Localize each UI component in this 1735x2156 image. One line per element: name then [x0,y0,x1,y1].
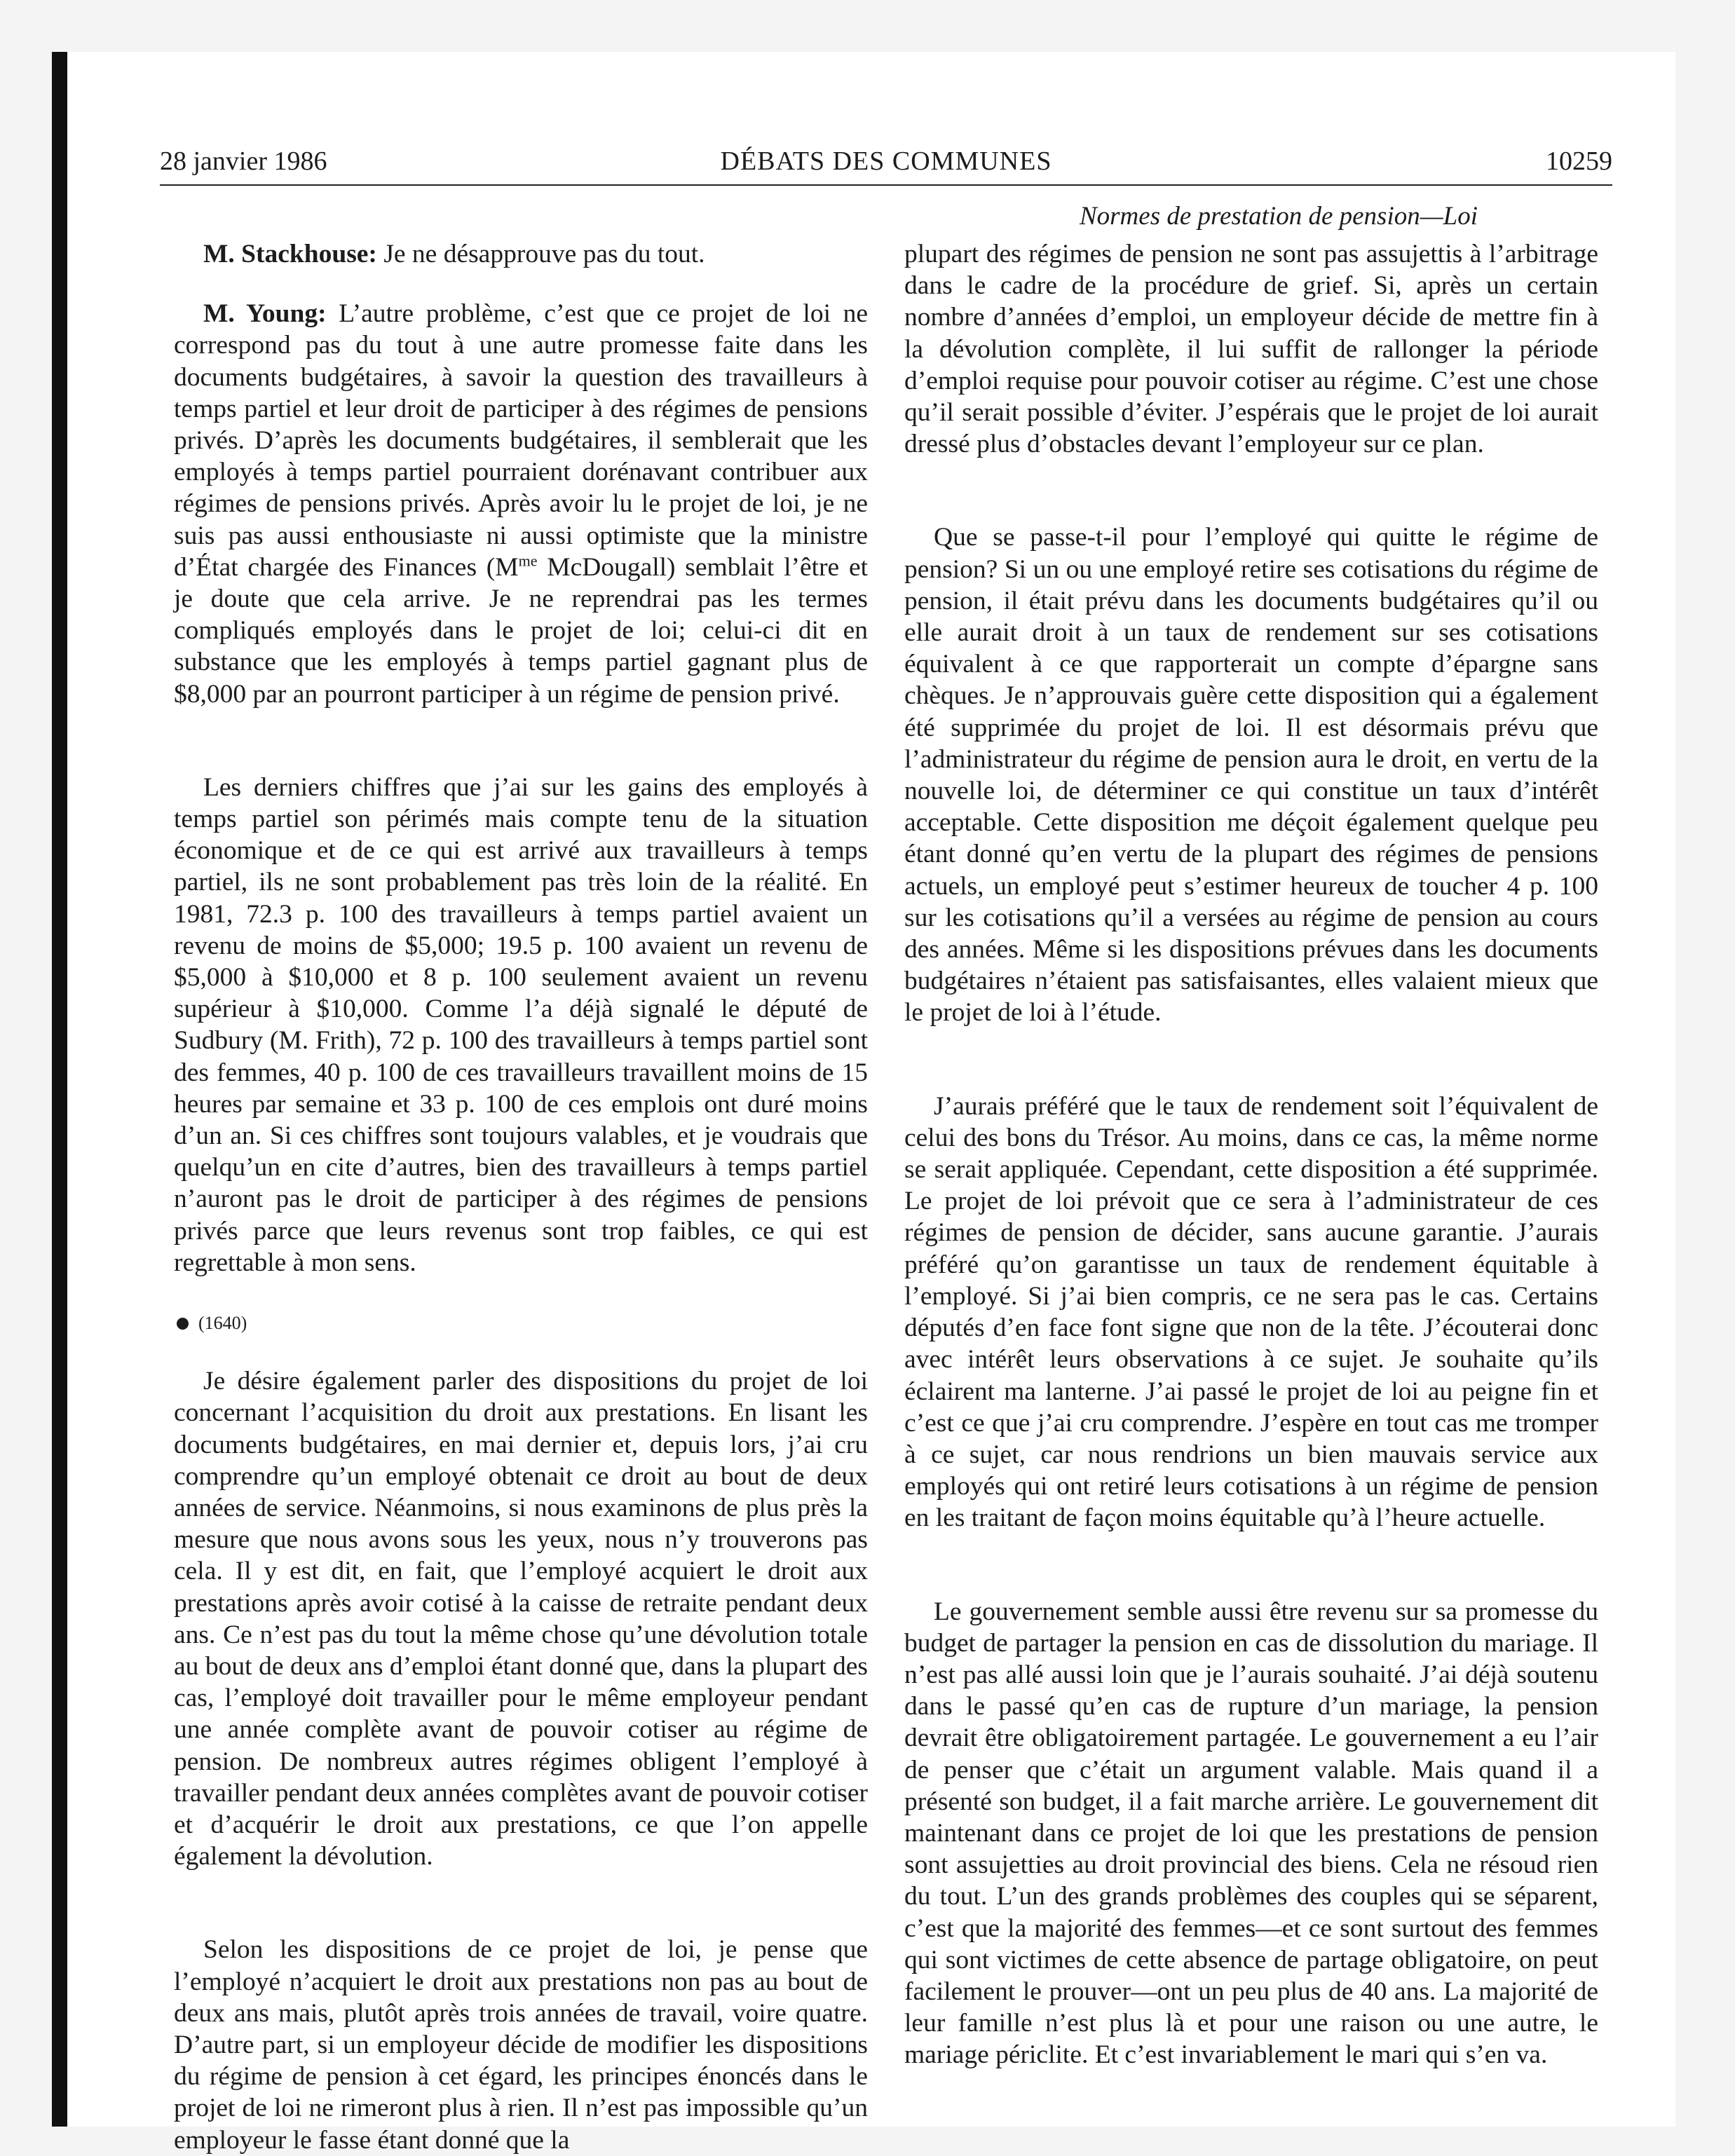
left-column [174,238,868,2156]
header-page-number: 10259 [1546,146,1612,176]
scan-binding-edge [52,52,67,2127]
paragraph-text: Je ne désapprouve pas du tout. [376,240,705,268]
header-publication-title: DÉBATS DES COMMUNES [720,146,1052,176]
page-header [160,140,1612,182]
paragraph: Le gouvernement semble aussi être revenu sur sa promesse du budget de partager la pension en cas de dissolution du mariage. Il n’est pas allé aussi loin que je l’aurais souhaité. J’ai déjà soutenu dans le passé qu’en cas de rupture d’un mariage, la pension devrait être obligatoirement partagée. Le gouvernement a eu l’air de penser que c’était un argument valable. Mais quand il a présenté son budget, il a fait marche arrière. Le gouvernement dit maintenant dans ce projet de loi que les prestations de pension sont assujetties au droit provincial des biens. Cela ne résoud rien du tout. L’un des grands problèmes des couples qui se séparent, c’est que la majorité des femmes—et ce sont surtout des femmes qui sont victimes de cette absence de partage obligatoire, on peut facilement le prouver—ont un peu plus de 40 ans. La majorité de leur famille n’est plus là et pour une raison ou une autre, le mariage périclite. Et c’est invariablement le mari qui s’en va. [904,1597,1598,2070]
bullet-icon [177,1318,189,1330]
superscript: me [518,552,538,570]
speaker-name: M. Young: [203,299,327,329]
time-marker [174,1309,868,1337]
header-date: 28 janvier 1986 [160,146,327,176]
running-head: Normes de prestation de pension—Loi [1079,202,1478,231]
paragraph-text: McDougall) semblait l’être et je doute que cela arrive. Je ne reprendrai pas les termes compliqués employés dans le projet de loi; celui-ci dit en substance que les employés à temps partiel gagnant plus de $8,000 par an pourront participer à un régime de pension privé. [174,552,869,709]
paragraph: J’aurais préféré que le taux de rendement soit l’équivalent de celui des bons du Trésor. Au moins, dans ce cas, la même norme se serait appliquée. Cependant, cette disposition a été supprimée. Le projet de loi prévoit que ce sera à l’administrateur de ces régimes de pension de décider, sans aucune garantie. J’aurais préféré qu’on garantisse un taux de rendement équitable à l’employé. Si j’ai bien compris, ce ne sera pas le cas. Certains députés d’en face font signe que non de la tête. J’écouterai donc avec intérêt leurs observations à ce sujet. Je souhaite qu’ils éclairent ma lanterne. J’ai passé le projet de loi au peigne fin et c’est ce que j’ai cru comprendre. J’espère en tout cas me tromper à ce sujet, car nous rendrions un bien mauvais service aux employés qui ont retiré leurs cotisations à un régime de pension en les traitant de façon moins équitable qu’à l’heure actuelle. [904,1091,1598,1533]
paragraph: plupart des régimes de pension ne sont pas assujettis à l’arbitrage dans le cadre de la procédure de grief. Si, après un certain nombre d’années d’emploi, un employeur décide de mettre fin à la dévolution complète, il lui suffit de rallonger la période d’emploi requise pour pouvoir cotiser au régime. C’est une chose qu’il serait possible d’éviter. J’espérais que le projet de loi aurait dressé plus d’obstacles devant l’employeur sur ce plan. [904,240,1598,459]
header-rule [160,184,1612,186]
speaker-name: M. Stackhouse: [203,240,377,268]
paragraph-text: L’autre problème, c’est que ce projet de loi ne correspond pas du tout à une autre promesse faite dans les documents budgétaires, à savoir la question des travailleurs à temps partiel et leur droit de participer à des régimes de pensions privés. D’après les documents budgétaires, il semblerait que les employés à temps partiel pourraient dorénavant contribuer aux régimes de pensions privés. Après avoir lu le projet de loi, je ne suis pas aussi enthousiaste ni aussi optimiste que la ministre d’État chargée des Finances (M [174,299,868,582]
paragraph: Selon les dispositions de ce projet de loi, je pense que l’employé n’acquiert le droit aux prestations non pas au bout de deux ans mais, plutôt après trois années de travail, voire quatre. D’autre part, si un employeur décide de modifier les dispositions du régime de pension à cet égard, les principes énoncés dans le projet de loi ne rimeront plus à rien. Il n’est pas impossible qu’un employeur le fasse étant donné que la [174,1935,868,2155]
paragraph: Que se passe-t-il pour l’employé qui quitte le régime de pension? Si un ou une employé retire ses cotisations du régime de pension, il était prévu dans les documents budgétaires qu’il ou elle aurait droit à un taux de rendement sur ses cotisations équivalent à ce que rapporterait un compte d’épargne sans chèques. Je n’approuvais guère cette disposition qui a également été supprimée du projet de loi. Il est désormais prévu que l’administrateur du régime de pension aura le droit, en vertu de la nouvelle loi, de déterminer ce qui constitue un taux d’intérêt acceptable. Cette disposition me déçoit également quelque peu étant donné qu’en vertu de la plupart des régimes de pensions actuels, un employé peut s’estimer heureux de toucher 4 p. 100 sur les cotisations qu’il a versées au régime de pension au cours des années. Même si les dispositions prévues dans les documents budgétaires n’étaient pas satisfaisantes, elles valaient mieux que le projet de loi à l’étude. [904,523,1598,1028]
paragraph: Je désire également parler des dispositions du projet de loi concernant l’acquisition du droit aux prestations. En lisant les documents budgétaires, en mai dernier et, depuis lors, j’ai cru comprendre qu’un employé obtenait ce droit au bout de deux années de service. Néanmoins, si nous examinons de plus près la mesure que nous avons sous les yeux, nous n’y trouverons pas cela. Il y est dit, en fait, que l’employé acquiert le droit aux prestations après avoir cotisé à la caisse de retraite pendant deux ans. Ce n’est pas du tout la même chose qu’une dévolution totale au bout de deux ans d’emploi étant donné que, dans la plupart des cas, l’employé doit travailler pour le même employeur pendant une année complète avant de pouvoir cotiser au régime de pension. De nombreux autres régimes obligent l’employé à travailler pendant deux années complètes avant de pouvoir cotiser et d’acquérir le droit aux prestations, ce que l’on appelle également la dévolution. [174,1367,868,1871]
time-marker-text: (1640) [198,1313,247,1334]
right-column [904,238,1598,2071]
paragraph [174,298,868,710]
paragraph [174,238,868,270]
paragraph: Les derniers chiffres que j’ai sur les gains des employés à temps partiel son périmés mais compte tenu de la situation économique et de ce qui est arrivé aux travailleurs à temps partiel, ils ne sont probablement pas très loin de la réalité. En 1981, 72.3 p. 100 des travailleurs à temps partiel avaient un revenu de moins de $5,000; 19.5 p. 100 avaient un revenu de $5,000 à $10,000 et 8 p. 100 seulement avaient un revenu supérieur à $10,000. Comme l’a déjà signalé le député de Sudbury (M. Frith), 72 p. 100 des travailleurs à temps partiel sont des femmes, 40 p. 100 de ces travailleurs travaillent moins de 15 heures par semaine et 33 p. 100 de ces emplois ont duré moins d’un an. Si ces chiffres sont toujours valables, et je voudrais que quelqu’un en cite d’autres, bien des travailleurs à temps partiel n’auront pas le droit de participer à des régimes de pensions privés parce que leurs revenus sont trop faibles, ce qui est regrettable à mon sens. [174,772,868,1277]
